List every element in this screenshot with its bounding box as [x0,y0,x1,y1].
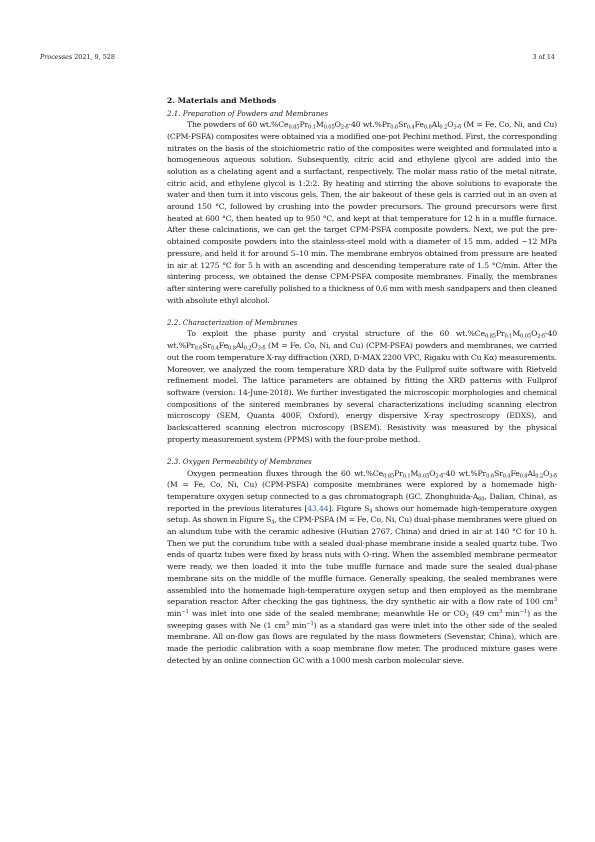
paragraph-permeability: Oxygen permeation fluxes through the 60 $wt.\%Ce_{0.85}Pr_{0.1}M_{0.05}O_{2-\delta}-40$ $wt.\%Pr_{0.6}Sr_{0.4}Fe_{0.8}Al_{0.2}O_{3-\delta}$ (M = Fe, Co, Ni, Cu) (CPM-PSFA) composite membranes were explored by a homemade high-temperature oxygen setup connected to a gas chromatograph (GC, Zhonghuida-$A_{60}$, Dalian, China), as reported in the previous literatures [43,44]. Figure $S_4$ shows our homemade high-temperature oxygen setup. As shown in Figure $S_4$, the CPM-PSFA (M = Fe, Co, Ni, Cu) dual-phase membranes were glued on an alundum tube with the ceramic adhesive (Huitian 2767, China) and dried in air at 140 °C for 10 h. Then we put the corundum tube with a sealed dual-phase membrane inside a sealed quartz tube. Two ends of quartz tubes were fixed by brass nuts with O-ring. When the assembled membrane permeator were ready, we then loaded it into the tube muffle furnace and made sure the sealed dual-phase membrane sits on the middle of the muffle furnace. Generally speaking, the sealed membranes were assembled into the homemade high-temperature oxygen setup and then employed as the membrane separation reactor. After checking the gas tightness, the dry synthetic air with a flow rate of 100 $cm^3$ $\min^{-1}$ was inlet into one side of the sealed membrane; meanwhile He or $CO_2$ (49 $cm^3$ $\min^{-1}$) as the sweeping gases with Ne (1 $cm^3$ $\min^{-1}$) as a standard gas were inlet into the other side of the sealed membrane. All on-flow gas flows are regulated by the mass flowmeters (Sevenstar, China), which are made the periodic calibration with a soap membrane flow meter. The produced mixture gases were detected by an online connection GC with a 1000 mesh carbon molecular sieve. [167,468,557,665]
subsection-title-characterization: 2.2. Characterization of Membranes [167,318,298,328]
section-title: 2. Materials and Methods [167,96,277,105]
subsection-title-permeability: 2.3. Oxygen Permeability of Membranes [167,457,312,467]
article-body [167,96,557,667]
subsection-title-preparation: 2.1. Preparation of Powders and Membranes [167,109,329,118]
page-number: 3 of 14 [532,53,555,61]
journal-name: Processes [40,53,73,61]
running-header-citation [40,53,115,61]
paragraph-characterization: To exploit the phase purity and crystal structure of the 60 $wt.\%Ce_{0.85}Pr_{0.1}M_{0.05}O_{2-\delta}-40$ $wt.\%Pr_{0.6}Sr_{0.4}Fe_{0.8}Al_{0.2}O_{3-\delta}$ (M = Fe, Co, Ni, and Cu) (CPM-PSFA) powders and membranes, we carried out the room temperature X-ray diffraction (XRD, D-MAX 2200 VPC, Rigaku with Cu Kα) measurements. Moreover, we analyzed the room temperature XRD data by the Fullprof suite software with Rietveld refinement model. The lattice parameters are obtained by fitting the XRD patterns with Fullprof software (version: 14-June-2018). We further investigated the microscopic morphologies and chemical compositions of the sintered membranes by several characterizations including scanning electron microscopy (SEM, Quanta 400F, Oxford), energy dispersive X-ray spectroscopy (EDXS), and backscattered scanning electron microscopy (BSEM). Resistivity was measured by the physical property measurement system (PPMS) with the four-probe method. [167,329,557,444]
citation-details: 2021, 9, 528 [74,53,115,61]
paragraph-preparation: The powders of 60 $wt.\%Ce_{0.85}Pr_{0.1}M_{0.05}O_{2-\delta}-40$ $wt.\%Pr_{0.6}Sr_{0.4}Fe_{0.8}Al_{0.2}O_{3-\delta}$ (M = Fe, Co, Ni, and Cu) (CPM-PSFA) composites were obtained via a modified one-pot Pechini method. First, the corresponding nitrates on the basis of the stoichiometric ratio of the composites were weighted and formulated into a homogeneous aqueous solution. Subsequently, citric acid and ethylene glycol are added into the solution as a chelating agent and a surfactant, respectively. The molar mass ratio of the metal nitrate, citric acid, and ethylene glycol is 1:2:2. By heating and stirring the above solutions to evaporate the water and then turn it into viscous gels. Then, the air bakeout of these gels is carried out in an oven at around 150 °C, followed by crushing into the powder precursors. The ground precursors were first heated at 600 °C, then heated up to 950 °C, and kept at that temperature for 12 h in a muffle furnace. After these calcinations, we can get the target CPM-PSFA composite powders. Next, we put the pre-obtained composite powders into the stainless-steel mold with a diameter of 15 mm, added ~12 MPa pressure, and held it for around 5–10 min. The membrane embryos obtained from pressure are heated in air at 1275 °C for 5 h with an ascending and descending temperature rate of 1.5 °C/min. After the sintering process, we obtained the dense CPM-PSFA composite membranes. Finally, the membranes after sintering were carefully polished to a thickness of 0.6 mm with mesh sandpapers and then cleaned with absolute ethyl alcohol. [167,120,558,305]
